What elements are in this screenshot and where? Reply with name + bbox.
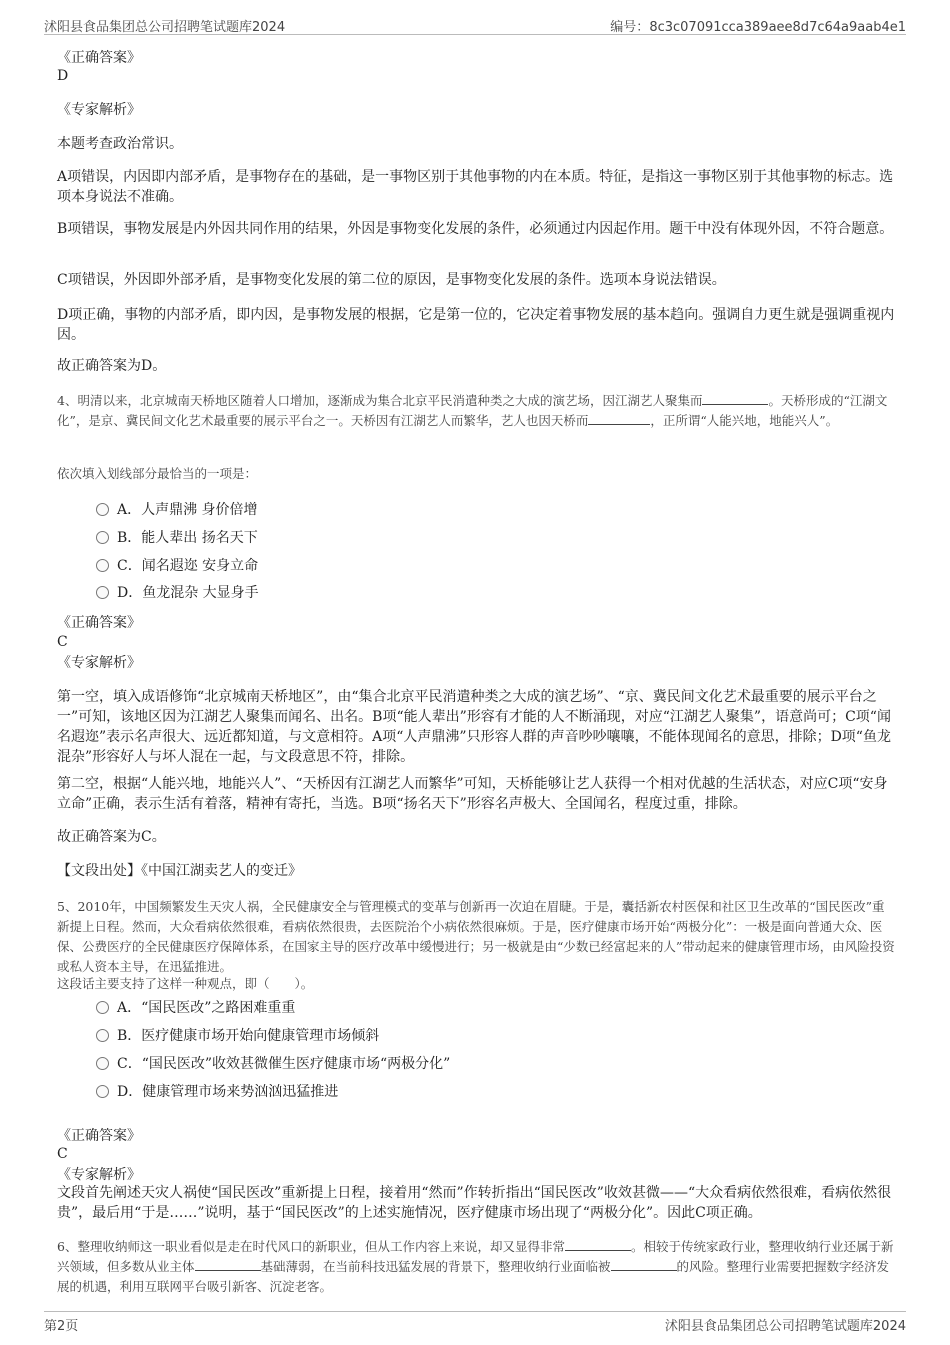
footer-title: 沭阳县食品集团总公司招聘笔试题库2024 <box>664 1319 906 1334</box>
q6-stem-part-c: 基础薄弱，在当前科技迅猛发展的背景下，整理收纳行业面临被 <box>260 1259 611 1274</box>
q6-stem-part-a: 6、整理收纳师这一职业看似是走在时代风口的新职业，但从工作内容上来说，却又显得非常 <box>57 1239 565 1254</box>
q4-analysis-p2: 第二空，根据“人能兴地，地能兴人”、“天桥因有江湖艺人而繁华”可知，天桥能够让艺人获得一个相对优越的生活状态，对应C项“安身立命”正确，表示生活有着落，精神有寄托，当选。B项“扬名天下”形容名声极大、全国闻名，程度过重，排除。 <box>57 776 888 812</box>
q5-option-a-label: A．“国民医改”之路困难重重 <box>117 1000 296 1016</box>
radio-icon[interactable] <box>96 1001 109 1014</box>
page-footer <box>44 1311 906 1334</box>
radio-icon[interactable] <box>96 531 109 544</box>
q5-prompt: 这段话主要支持了这样一种观点，即（ ）。 <box>57 976 314 991</box>
q4-option-d[interactable] <box>96 582 259 604</box>
q5-option-d-label: D．健康管理市场来势汹汹迅猛推进 <box>117 1084 339 1100</box>
q4-answer: C <box>57 634 68 650</box>
header-code-value: 8c3c07091cca389aee8d7c64a9aab4e1 <box>649 20 906 35</box>
q6-blank-1 <box>565 1238 631 1251</box>
q5-option-b[interactable] <box>96 1025 379 1047</box>
header-code-label: 编号： <box>610 20 650 35</box>
q5-option-c-label: C．“国民医改”收效甚微催生医疗健康市场“两极分化” <box>117 1056 451 1072</box>
q4-option-c-label: C．闻名遐迩 安身立命 <box>117 558 259 574</box>
q3-analysis-p5: D项正确，事物的内部矛盾，即内因，是事物发展的根据，它是第一位的，它决定着事物发展的基本趋向。强调自力更生就是强调重视内因。 <box>57 307 895 343</box>
q4-option-b-label: B．能人辈出 扬名天下 <box>117 530 258 546</box>
q4-analysis-p1: 第一空，填入成语修饰“北京城南天桥地区”，由“集合北京平民消遣种类之大成的演艺场”、“京、冀民间文化艺术最重要的展示平台之一”可知，该地区因为江湖艺人聚集而闻名、出名。B项“能人辈出”形容有才能的人不断涌现，对应“江湖艺人聚集”，语意尚可；C项“闻名遐迩”表示名声很大、远近都知道，与文意相符。A项“人声鼎沸”只形容人群的声音吵吵嚷嚷，不能体现闻名的意思，排除；D项“鱼龙混杂”形容好人与坏人混在一起，与文段意思不符，排除。 <box>57 689 891 765</box>
header-title: 沭阳县食品集团总公司招聘笔试题库2024 <box>44 20 286 35</box>
q4-option-d-label: D．鱼龙混杂 大显身手 <box>117 585 259 601</box>
q5-answer: C <box>57 1146 68 1162</box>
q4-stem-part-c: ，正所谓“人能兴地，地能兴人”。 <box>650 413 839 428</box>
q3-analysis-p2: A项错误，内因即内部矛盾，是事物存在的基础，是一事物区别于其他事物的内在本质。特征，是指这一事物区别于其他事物的标志。选项本身说法不准确。 <box>57 169 894 205</box>
q4-stem-part-a: 4、明清以来，北京城南天桥地区随着人口增加，逐渐成为集合北京平民消遣种类之大成的演艺场，因江湖艺人聚集而 <box>57 393 703 408</box>
radio-icon[interactable] <box>96 1057 109 1070</box>
q6-blank-2 <box>195 1258 261 1271</box>
radio-icon[interactable] <box>96 586 109 599</box>
radio-icon[interactable] <box>96 1029 109 1042</box>
q3-analysis-p4: C项错误，外因即外部矛盾，是事物变化发展的第二位的原因，是事物变化发展的条件。选项本身说法错误。 <box>57 272 726 288</box>
q5-option-a[interactable] <box>96 997 295 1019</box>
q6-stem <box>57 1237 895 1297</box>
q4-option-a[interactable] <box>96 499 258 521</box>
q5-stem: 5、2010年，中国频繁发生天灾人祸，全民健康安全与管理模式的变革与创新再一次迫在眉睫。于是，囊括新农村医保和社区卫生改革的“国民医改”重新提上日程。然而，大众看病依然很难，看病依然很贵，去医院治个小病依然很麻烦。于是，医疗健康市场开始“两极分化”：一极是面向普通大众、医保、公费医疗的全民健康医疗保障体系，在国家主导的医疗改革中缓慢进行；另一极就是由“少数已经富起来的人”带动起来的健康管理市场，由风险投资或私人资本主导，在迅猛推进。 <box>57 899 895 974</box>
q3-analysis-p1: 本题考查政治常识。 <box>57 136 183 152</box>
q3-answer: D <box>57 68 69 84</box>
radio-icon[interactable] <box>96 559 109 572</box>
q4-source: 【文段出处】《中国江湖卖艺人的变迁》 <box>57 863 302 879</box>
q3-analysis-label: 《专家解析》 <box>57 102 141 118</box>
q5-option-d[interactable] <box>96 1081 338 1103</box>
q4-stem-part-b: 。天桥形成的“江湖文化”，是京、冀民间文化艺术最重要的展示平台之一。天桥因有江湖艺人而繁华，艺人也因天桥而 <box>57 393 888 428</box>
q6-blank-3 <box>611 1258 677 1271</box>
radio-icon[interactable] <box>96 1085 109 1098</box>
radio-icon[interactable] <box>96 503 109 516</box>
q6-stem-part-b: 。相较于传统家政行业，整理收纳行业还属于新兴领域，但多数从业主体 <box>57 1239 894 1274</box>
q5-analysis-label: 《专家解析》 <box>57 1167 141 1183</box>
q4-answer-label: 《正确答案》 <box>57 615 141 631</box>
q5-analysis-p1: 文段首先阐述天灾人祸使“国民医改”重新提上日程，接着用“然而”作转折指出“国民医改”收效甚微——“大众看病依然很难，看病依然很贵”，最后用“于是……”说明，基于“国民医改”的上述实施情况，医疗健康市场出现了“两极分化”。因此C项正确。 <box>57 1185 892 1221</box>
q4-option-b[interactable] <box>96 527 258 549</box>
q5-option-b-label: B．医疗健康市场开始向健康管理市场倾斜 <box>117 1028 380 1044</box>
q4-analysis-p3: 故正确答案为C。 <box>57 829 166 845</box>
q6-stem-part-d: 的风险。整理行业需要把握数字经济发展的机遇，利用互联网平台吸引新客、沉淀老客。 <box>57 1259 890 1294</box>
q3-analysis-p3: B项错误，事物发展是内外因共同作用的结果，外因是事物变化发展的条件，必须通过内因起作用。题干中没有体现外因，不符合题意。 <box>57 221 894 237</box>
q4-prompt: 依次填入划线部分最恰当的一项是： <box>57 466 258 481</box>
q4-option-c[interactable] <box>96 555 258 577</box>
q5-option-c[interactable] <box>96 1053 450 1075</box>
q4-blank-2 <box>588 412 650 425</box>
footer-page-number: 第2页 <box>44 1319 79 1334</box>
q4-blank-1 <box>702 392 768 405</box>
q4-analysis-label: 《专家解析》 <box>57 655 141 671</box>
header-code <box>610 16 906 35</box>
q4-option-a-label: A．人声鼎沸 身价倍增 <box>117 502 258 518</box>
q3-analysis-p6: 故正确答案为D。 <box>57 358 167 374</box>
q5-answer-label: 《正确答案》 <box>57 1128 141 1144</box>
q3-answer-label: 《正确答案》 <box>57 50 141 66</box>
q4-stem <box>57 391 895 431</box>
page-header <box>44 12 906 35</box>
